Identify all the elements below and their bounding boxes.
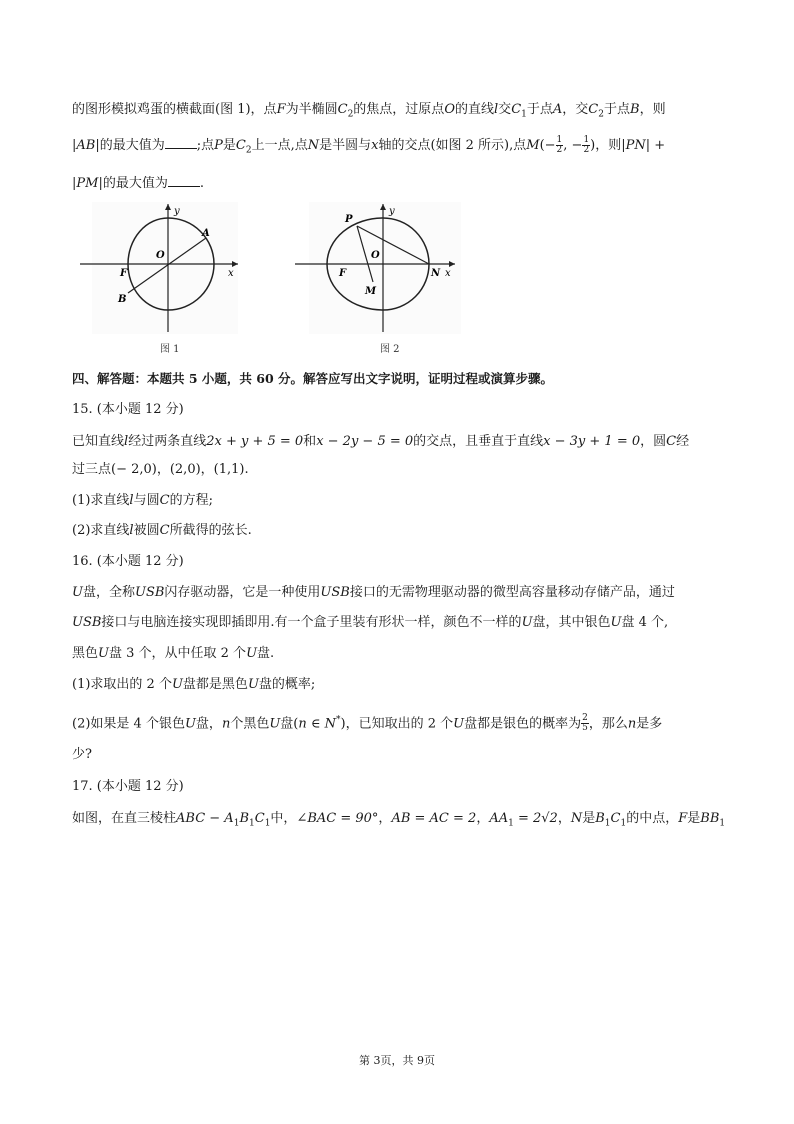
label-o: O bbox=[156, 250, 165, 261]
text: 黑色 bbox=[72, 646, 99, 661]
text: . bbox=[199, 176, 204, 191]
subscript: 1 bbox=[264, 818, 271, 829]
math-C: C bbox=[159, 493, 170, 508]
equation: x − 3y + 1 = 0 bbox=[543, 434, 641, 449]
q16-part-1 bbox=[72, 676, 315, 694]
label-f: F bbox=[120, 268, 128, 279]
math-n: n bbox=[627, 716, 637, 732]
math-A: A bbox=[552, 102, 563, 117]
math-U: U bbox=[184, 716, 196, 732]
text: 上一点,点 bbox=[251, 138, 308, 153]
text: ，那么 bbox=[588, 716, 628, 732]
text: , − bbox=[563, 138, 583, 153]
text: 是多 bbox=[636, 716, 663, 732]
answer-blank[interactable] bbox=[165, 136, 197, 149]
text: 盘的概率; bbox=[258, 677, 316, 692]
math-n-in-n: n ∈ N bbox=[298, 716, 337, 732]
math-l: l bbox=[124, 434, 129, 449]
math-C: C bbox=[666, 434, 677, 449]
text: 中， bbox=[270, 811, 297, 826]
text: 盘，其中银色 bbox=[532, 615, 611, 630]
subscript: 2 bbox=[245, 145, 252, 156]
text: ， bbox=[378, 811, 392, 826]
text: (2)求直线 bbox=[72, 523, 130, 538]
math-C: C bbox=[337, 102, 348, 117]
q15-title: 15. (本小题 12 分) bbox=[72, 402, 184, 417]
math-aa: AA bbox=[489, 811, 509, 826]
q15-part-2 bbox=[72, 522, 252, 540]
fraction-denominator: 2 bbox=[556, 145, 563, 155]
math-C: C bbox=[511, 102, 522, 117]
text: 是 bbox=[582, 811, 596, 826]
text: 盘 4 个, bbox=[621, 615, 669, 630]
fraction-numerator: 2 bbox=[582, 713, 588, 724]
label-p: P bbox=[345, 214, 353, 225]
text: 轴的交点(如图 2 所示),点 bbox=[378, 138, 527, 153]
text: 盘( bbox=[280, 716, 299, 732]
intro-line-3 bbox=[72, 174, 204, 193]
text: 经过两条直线 bbox=[128, 434, 207, 449]
math-F: F bbox=[276, 102, 286, 117]
label-a: A bbox=[202, 228, 210, 239]
math-C: C bbox=[254, 811, 265, 826]
text: 接口与电脑连接实现即插即用.有一个盒子里装有形状一样，颜色不一样的 bbox=[101, 615, 522, 630]
label-n: N bbox=[431, 268, 441, 279]
equation: x − 2y − 5 = 0 bbox=[316, 434, 414, 449]
fraction-half bbox=[582, 136, 590, 155]
text: 已知直线 bbox=[72, 434, 125, 449]
label-y: y bbox=[174, 206, 180, 217]
math-C: C bbox=[159, 523, 170, 538]
text: (− bbox=[539, 138, 556, 153]
figure-1 bbox=[80, 200, 240, 335]
text: (2)如果是 4 个银色 bbox=[72, 716, 185, 732]
subscript: 1 bbox=[508, 818, 514, 829]
label-x: x bbox=[228, 268, 234, 279]
text: 与圆 bbox=[133, 493, 160, 508]
section-heading: 四、解答题：本题共 5 小题，共 60 分。解答应写出文字说明，证明过程或演算步骤。 bbox=[72, 371, 554, 386]
text: (1)求直线 bbox=[72, 493, 130, 508]
text: 接口的无需物理驱动器的微型高容量移动存储产品，通过 bbox=[349, 585, 675, 600]
math-U: U bbox=[453, 716, 465, 732]
math-N: N bbox=[307, 138, 320, 153]
text: ，则 bbox=[639, 102, 666, 117]
math-C: C bbox=[235, 138, 246, 153]
math-AB: |AB| bbox=[72, 138, 100, 153]
subscript: 1 bbox=[249, 818, 255, 829]
q17-title: 17. (本小题 12 分) bbox=[72, 779, 184, 794]
text: 盘，全称 bbox=[82, 585, 135, 600]
figure-1-caption: 图 1 bbox=[160, 344, 180, 355]
q16-title: 16. (本小题 12 分) bbox=[72, 554, 184, 569]
text: 的方程; bbox=[169, 493, 213, 508]
q15-line-1 bbox=[72, 433, 689, 451]
fraction-denominator: 2 bbox=[583, 145, 590, 155]
text: ， bbox=[476, 811, 490, 826]
text: 和 bbox=[303, 434, 317, 449]
text: )，已知取出的 2 个 bbox=[340, 716, 454, 732]
math-PN: |PN| + bbox=[621, 138, 666, 153]
text: 交 bbox=[498, 102, 512, 117]
text: 盘都是黑色 bbox=[182, 677, 248, 692]
text: 闪存驱动器，它是一种使用 bbox=[164, 585, 321, 600]
text: 的直线 bbox=[454, 102, 494, 117]
text: (1)求取出的 2 个 bbox=[72, 677, 172, 692]
text: 是半圆与 bbox=[319, 138, 372, 153]
figure-2-caption: 图 2 bbox=[380, 344, 400, 355]
intro-line-2 bbox=[72, 136, 665, 160]
math-U: U bbox=[269, 716, 281, 732]
math-U: U bbox=[246, 646, 258, 661]
page-number: 第 3页，共 9页 bbox=[359, 1054, 435, 1067]
math-U: U bbox=[98, 646, 109, 661]
text: ， bbox=[557, 811, 571, 826]
q16-part-2-cont: 少? bbox=[72, 747, 92, 762]
text: 经 bbox=[676, 434, 690, 449]
text: 是 bbox=[222, 138, 236, 153]
q16-line-1 bbox=[72, 584, 675, 602]
q16-part-2 bbox=[72, 711, 662, 733]
subscript: 2 bbox=[598, 109, 604, 120]
answer-blank[interactable] bbox=[168, 174, 200, 187]
text: 的图形模拟鸡蛋的横截面(图 1)，点 bbox=[72, 102, 277, 117]
math-l: l bbox=[494, 102, 499, 117]
math-M: M bbox=[526, 138, 540, 153]
text: 如图，在直三棱柱 bbox=[72, 811, 177, 826]
math-U: U bbox=[610, 615, 622, 630]
math-BB: BB bbox=[700, 811, 720, 826]
q16-line-2 bbox=[72, 614, 668, 632]
label-f: F bbox=[339, 268, 347, 279]
math-P: P bbox=[214, 138, 223, 153]
text: 的最大值为 bbox=[99, 138, 165, 153]
math-x: x bbox=[371, 138, 379, 153]
text: 的焦点，过原点 bbox=[353, 102, 445, 117]
intro-line-1 bbox=[72, 101, 666, 124]
label-x: x bbox=[445, 268, 451, 279]
math-n: n bbox=[221, 716, 231, 732]
label-m: M bbox=[365, 286, 377, 297]
math-U: U bbox=[171, 677, 183, 692]
fraction-two-fifths bbox=[581, 714, 589, 733]
text: 的最大值为 bbox=[102, 176, 168, 191]
subscript: 1 bbox=[620, 818, 627, 829]
text: 是 bbox=[687, 811, 701, 826]
math-U: U bbox=[247, 677, 259, 692]
fraction-numerator: 1 bbox=[556, 135, 563, 145]
math-F: F bbox=[678, 811, 688, 826]
figure-2 bbox=[295, 200, 465, 335]
text: 为半椭圆 bbox=[285, 102, 338, 117]
math-B: B bbox=[595, 811, 605, 826]
text: 的交点，且垂直于直线 bbox=[413, 434, 544, 449]
math-U: U bbox=[521, 615, 533, 630]
fraction-denominator: 5 bbox=[582, 723, 588, 734]
label-b: B bbox=[118, 294, 127, 305]
q17-line-1 bbox=[72, 810, 725, 833]
math-C: C bbox=[610, 811, 621, 826]
text: 所截得的弦长. bbox=[169, 523, 252, 538]
fraction-numerator: 1 bbox=[583, 135, 590, 145]
label-o: O bbox=[371, 250, 380, 261]
math-value: = 2√2 bbox=[513, 811, 558, 826]
text: 被圆 bbox=[133, 523, 160, 538]
text: 于点 bbox=[603, 102, 630, 117]
math-O: O bbox=[444, 102, 455, 117]
math-B: B bbox=[239, 811, 249, 826]
q15-line-2: 过三点(− 2,0)，(2,0)，(1,1). bbox=[72, 462, 249, 477]
math-usb: USB bbox=[320, 585, 350, 600]
math-angle: ∠BAC = 90° bbox=[296, 811, 379, 826]
math-l: l bbox=[129, 523, 134, 538]
math-l: l bbox=[129, 493, 134, 508]
math-usb: USB bbox=[72, 615, 102, 630]
text: )，则 bbox=[590, 138, 622, 153]
q16-line-3 bbox=[72, 645, 274, 663]
text: ;点 bbox=[196, 138, 215, 153]
text: 盘. bbox=[257, 646, 275, 661]
math-PM: |PM| bbox=[72, 176, 103, 191]
equation: 2x + y + 5 = 0 bbox=[206, 434, 304, 449]
figure-background bbox=[92, 202, 238, 334]
math-N: N bbox=[570, 811, 583, 826]
math-B: B bbox=[630, 102, 640, 117]
superscript: * bbox=[336, 715, 341, 725]
q15-part-1 bbox=[72, 492, 213, 510]
text: ，圆 bbox=[640, 434, 667, 449]
text: 盘， bbox=[195, 716, 222, 732]
subscript: 2 bbox=[347, 109, 354, 120]
text: ，交 bbox=[562, 102, 589, 117]
text: 个黑色 bbox=[230, 716, 270, 732]
subscript: 1 bbox=[233, 818, 240, 829]
subscript: 1 bbox=[521, 109, 527, 120]
label-y: y bbox=[389, 206, 395, 217]
math-C: C bbox=[588, 102, 599, 117]
subscript: 1 bbox=[719, 818, 726, 829]
text: 盘 3 个，从中任取 2 个 bbox=[108, 646, 247, 661]
math-prism: ABC − A bbox=[176, 811, 234, 826]
text: 于点 bbox=[526, 102, 553, 117]
math-usb: USB bbox=[134, 585, 165, 600]
subscript: 1 bbox=[604, 818, 611, 829]
text: 盘都是银色的概率为 bbox=[464, 716, 582, 732]
text: 的中点， bbox=[626, 811, 679, 826]
math-ab-ac: AB = AC = 2 bbox=[391, 811, 477, 826]
math-U: U bbox=[72, 585, 83, 600]
